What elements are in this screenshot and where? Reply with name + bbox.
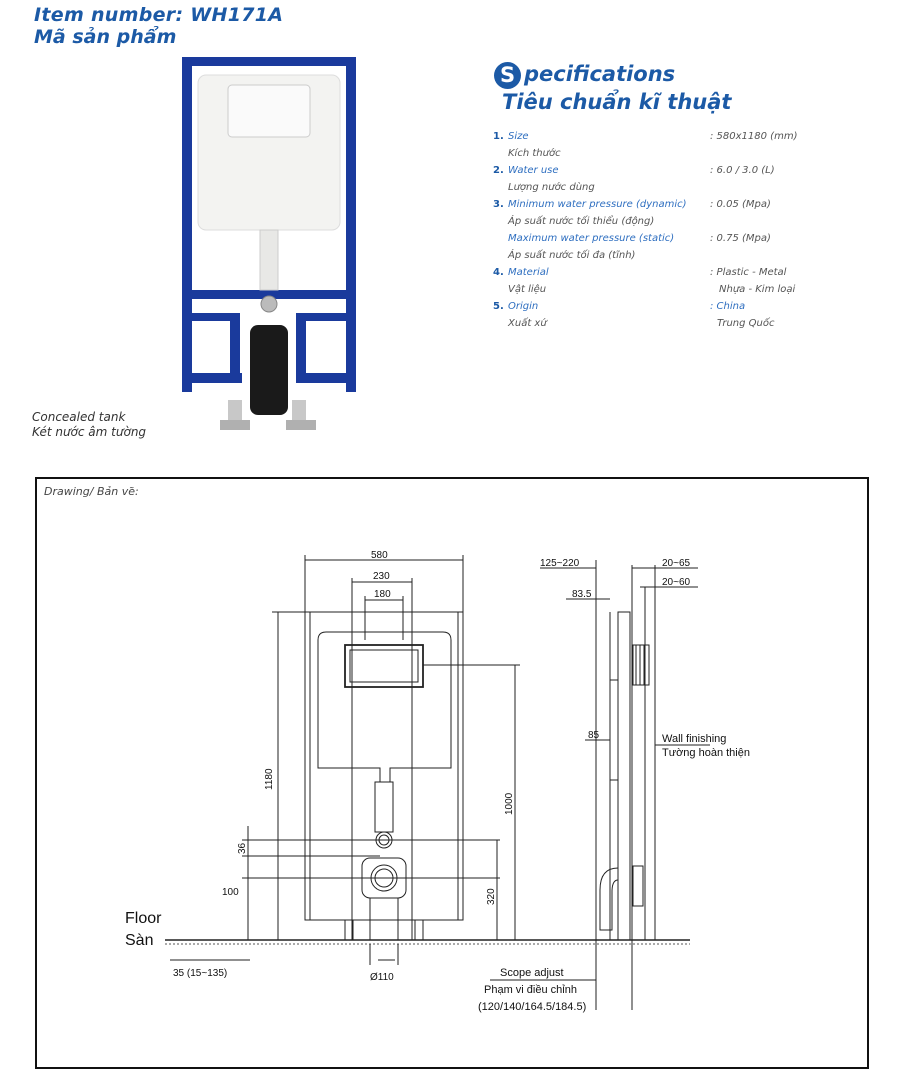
spec-value: : China — [710, 301, 746, 312]
spec-num: 5. — [493, 301, 504, 312]
dim-83-5: 83.5 — [572, 589, 592, 600]
photo-caption-en: Concealed tank — [32, 410, 126, 424]
dim-20-65: 20~65 — [662, 558, 691, 569]
specifications-title: pecifications — [524, 62, 676, 86]
dim-100: 100 — [222, 887, 239, 898]
dim-35: 35 (15~135) — [173, 968, 228, 979]
drawing-label: Drawing/ Bản vẽ: — [44, 485, 139, 498]
floor-label-vi: Sàn — [125, 932, 154, 949]
spec-label-vi: Áp suất nước tối đa (tĩnh) — [508, 250, 636, 261]
spec-num: 3. — [493, 199, 504, 210]
spec-value: : 0.75 (Mpa) — [710, 233, 771, 244]
scope-adjust-values: (120/140/164.5/184.5) — [478, 1001, 587, 1013]
spec-value: : 580x1180 (mm) — [710, 131, 798, 142]
dim-580: 580 — [371, 550, 388, 561]
dim-d110: Ø110 — [370, 972, 394, 983]
dim-180: 180 — [374, 589, 391, 600]
spec-label-vi: Lượng nước dùng — [508, 182, 595, 193]
spec-label-en: Origin — [508, 301, 539, 312]
spec-value: : 0.05 (Mpa) — [710, 199, 771, 210]
product-code-label: Mã sản phẩm — [34, 26, 177, 48]
spec-label-vi: Xuất xứ — [508, 318, 547, 329]
s-badge-icon: S — [494, 62, 521, 89]
spec-num: 4. — [493, 267, 504, 278]
concealed-tank-photo — [180, 55, 360, 440]
spec-label-vi: Áp suất nước tối thiểu (động) — [508, 216, 655, 227]
dim-20-60: 20~60 — [662, 577, 691, 588]
spec-num: 1. — [493, 131, 504, 142]
scope-adjust-label: Scope adjust — [500, 967, 564, 979]
scope-adjust-label-vi: Phạm vi điều chỉnh — [484, 984, 577, 996]
wall-finishing-label: Wall finishing — [662, 733, 727, 745]
spec-label-en: Maximum water pressure (static) — [508, 233, 675, 244]
dim-85: 85 — [588, 730, 600, 741]
specifications-title-vi: Tiêu chuẩn kĩ thuật — [502, 90, 732, 114]
wall-finishing-label-vi: Tường hoàn thiện — [662, 747, 750, 759]
spec-value-vi: Nhựa - Kim loại — [719, 284, 796, 295]
dim-1180: 1180 — [264, 768, 275, 790]
dim-1000: 1000 — [504, 792, 515, 815]
dim-36: 36 — [237, 842, 248, 854]
spec-value: : Plastic - Metal — [710, 267, 787, 278]
technical-drawing — [37, 479, 867, 1067]
dim-125-220: 125~220 — [540, 558, 580, 569]
spec-label-en: Size — [508, 131, 529, 142]
spec-label-en: Minimum water pressure (dynamic) — [508, 199, 687, 210]
spec-label-en: Material — [508, 267, 549, 278]
spec-label-vi: Kích thước — [508, 148, 561, 159]
spec-label-vi: Vật liệu — [508, 284, 547, 295]
spec-value: : 6.0 / 3.0 (L) — [710, 165, 775, 176]
spec-label-en: Water use — [508, 165, 559, 176]
item-number-title: Item number: WH171A — [34, 4, 284, 26]
floor-label-en: Floor — [125, 910, 162, 927]
spec-value-vi: Trung Quốc — [717, 318, 775, 329]
dim-230: 230 — [373, 571, 390, 582]
dim-320: 320 — [486, 888, 497, 905]
photo-caption-vi: Két nước âm tường — [32, 425, 147, 439]
spec-num: 2. — [493, 165, 504, 176]
